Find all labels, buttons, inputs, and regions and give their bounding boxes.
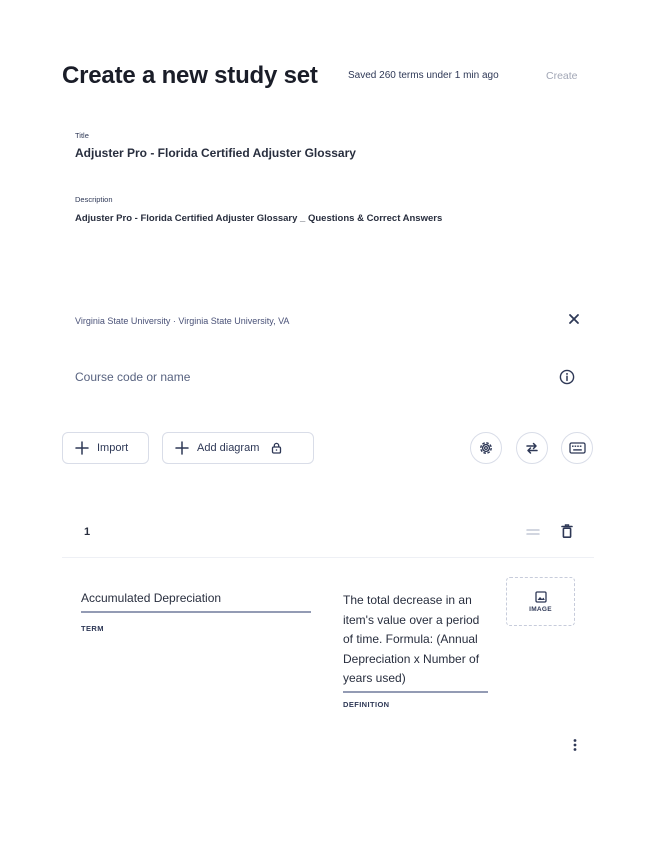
page-title: Create a new study set xyxy=(62,62,318,89)
title-field-label: Title xyxy=(75,131,89,140)
course-code-input[interactable]: Course code or name xyxy=(75,370,191,384)
drag-handle-icon[interactable] xyxy=(526,527,540,537)
description-field[interactable]: Adjuster Pro - Florida Certified Adjuster Glossary _ Questions & Correct Answers xyxy=(75,213,443,224)
term-label: TERM xyxy=(81,624,104,633)
swap-icon xyxy=(524,440,540,456)
card-divider xyxy=(62,557,594,558)
create-button[interactable]: Create xyxy=(546,70,578,82)
plus-icon xyxy=(75,441,89,455)
settings-icon xyxy=(478,440,494,456)
add-diagram-button[interactable] xyxy=(162,432,314,464)
title-field[interactable]: Adjuster Pro - Florida Certified Adjuster Glossary xyxy=(75,146,356,160)
info-icon[interactable] xyxy=(559,369,575,385)
term-input[interactable]: Accumulated Depreciation xyxy=(81,591,311,613)
close-icon[interactable] xyxy=(566,311,582,327)
definition-label: DEFINITION xyxy=(343,700,390,709)
school-value: Virginia State University · Virginia State University, VA xyxy=(75,316,290,326)
import-button-label: Import xyxy=(97,442,129,454)
card-number: 1 xyxy=(84,526,91,538)
flip-terms-button[interactable] xyxy=(516,432,548,464)
lock-icon xyxy=(271,442,282,454)
save-status-text: Saved 260 terms under 1 min ago xyxy=(348,70,499,81)
add-diagram-button-label: Add diagram xyxy=(197,442,260,454)
image-label: IMAGE xyxy=(529,605,552,613)
trash-icon[interactable] xyxy=(560,523,574,539)
keyboard-icon xyxy=(569,442,586,454)
description-field-label: Description xyxy=(75,195,113,204)
import-button[interactable] xyxy=(62,432,149,464)
definition-input[interactable]: The total decrease in an item's value over a period of time. Formula: (Annual Depreciation x Number of years used) xyxy=(343,591,488,693)
settings-button[interactable] xyxy=(470,432,502,464)
add-image-button[interactable] xyxy=(506,577,575,626)
image-icon xyxy=(535,591,547,603)
more-options-icon[interactable] xyxy=(571,737,579,753)
keyboard-shortcuts-button[interactable] xyxy=(561,432,593,464)
plus-icon xyxy=(175,441,189,455)
